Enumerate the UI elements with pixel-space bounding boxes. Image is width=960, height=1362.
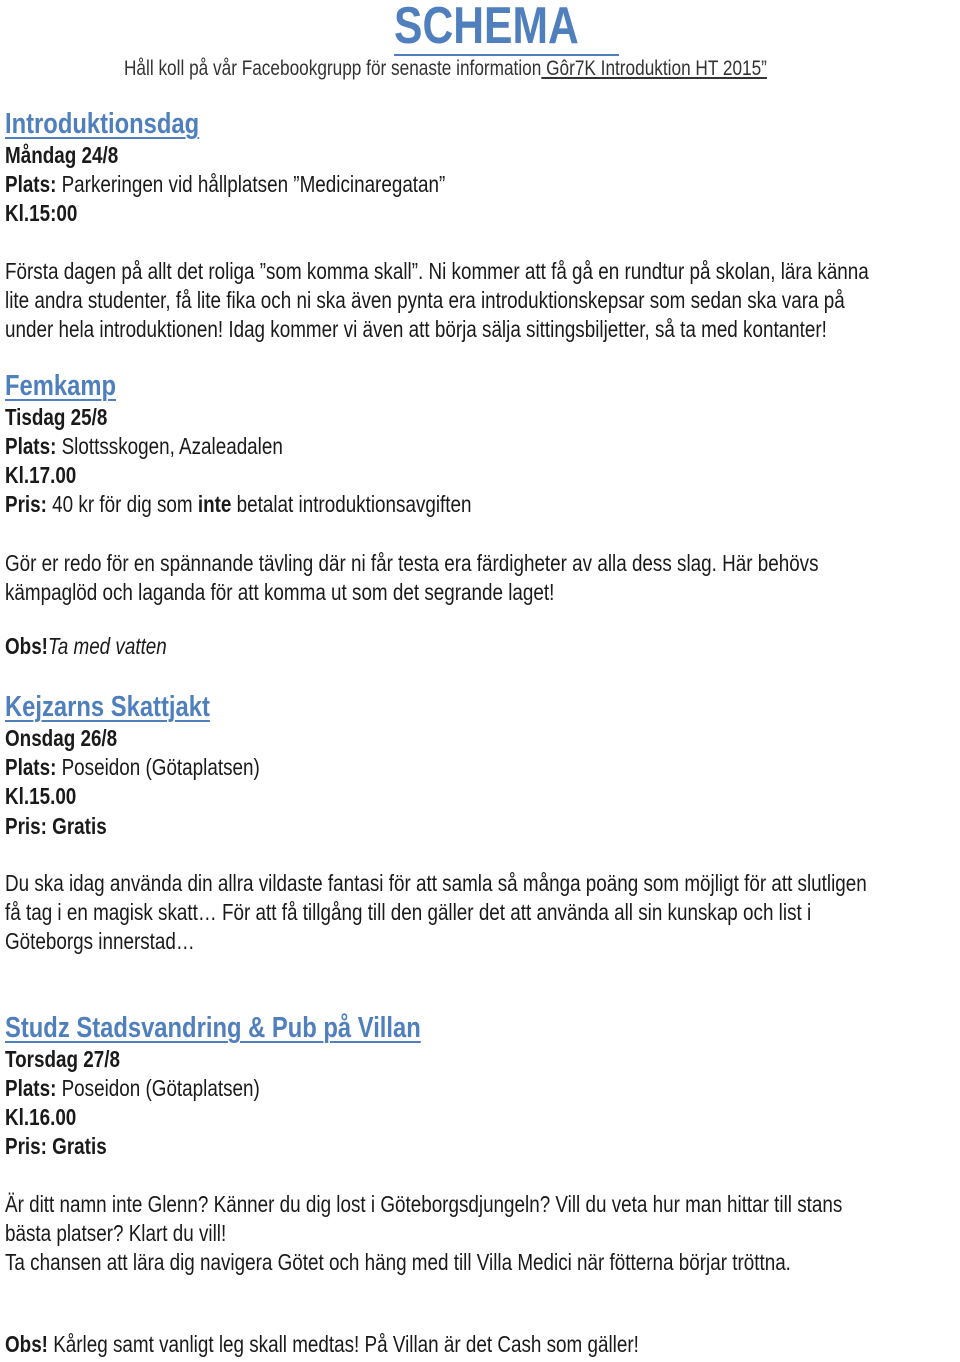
event-description-line: Gör er redo för en spännande tävling där ni får testa era färdigheter av alla dess slag. Här behövs — [5, 550, 819, 576]
event-time: Kl.15:00 — [5, 200, 78, 226]
event-note: Obs!Ta med vatten — [5, 633, 167, 659]
event-place: Plats: Parkeringen vid hållplatsen ”Medicinaregatan” — [5, 171, 446, 197]
event-heading-stadsvandring: Studz Stadsvandring & Pub på Villan — [5, 1012, 421, 1044]
event-description-line: få tag i en magisk skatt… För att få tillgång till den gäller det att använda all sin kunskap och list i — [5, 899, 812, 925]
event-note: Obs! Kårleg samt vanligt leg skall medtas! På Villan är det Cash som gäller! — [5, 1331, 639, 1357]
event-description-line: Du ska idag använda din allra vildaste fantasi för att samla så många poäng som möjligt för att slutligen — [5, 870, 867, 896]
event-heading-introduktionsdag: Introduktionsdag — [5, 108, 200, 140]
event-time: Kl.15.00 — [5, 783, 77, 809]
event-time: Kl.16.00 — [5, 1104, 77, 1130]
event-description-line: Göteborgs innerstad… — [5, 928, 195, 954]
event-price: Pris: 40 kr för dig som inte betalat introduktionsavgiften — [5, 491, 472, 517]
event-description-line: bästa platser? Klart du vill! — [5, 1220, 227, 1246]
event-date: Onsdag 26/8 — [5, 725, 118, 751]
event-description-line: lite andra studenter, få lite fika och ni ska även pynta era introduktionskepsar som sedan ska vara på — [5, 287, 845, 313]
page-title: SCHEMA — [394, 0, 619, 56]
event-description-line: Ta chansen att lära dig navigera Götet och häng med till Villa Medici när fötterna börjar tröttna. — [5, 1249, 791, 1275]
event-description-line: under hela introduktionen! Idag kommer vi även att börja sälja sittingsbiljetter, så ta med kontanter! — [5, 316, 827, 342]
event-description-line: kämpaglöd och laganda för att komma ut som det segrande laget! — [5, 579, 555, 605]
event-date: Torsdag 27/8 — [5, 1046, 120, 1072]
event-time: Kl.17.00 — [5, 462, 77, 488]
event-place: Plats: Poseidon (Götaplatsen) — [5, 1075, 260, 1101]
facebook-info-text: Håll koll på vår Facebookgrupp för senaste information — [124, 57, 542, 80]
event-description-line: Är ditt namn inte Glenn? Känner du dig lost i Göteborgsdjungeln? Vill du veta hur man hittar till stans — [5, 1191, 843, 1217]
event-place: Plats: Poseidon (Götaplatsen) — [5, 754, 260, 780]
event-date: Tisdag 25/8 — [5, 404, 108, 430]
facebook-group-link[interactable]: Gôr7K Introduktion HT 2015” — [541, 57, 767, 80]
event-price: Pris: Gratis — [5, 1133, 107, 1159]
event-heading-skattjakt: Kejzarns Skattjakt — [5, 691, 210, 723]
facebook-info — [124, 56, 908, 82]
event-date: Måndag 24/8 — [5, 142, 119, 168]
event-price: Pris: Gratis — [5, 813, 107, 839]
event-heading-femkamp: Femkamp — [5, 370, 117, 402]
event-description-line: Första dagen på allt det roliga ”som komma skall”. Ni kommer att få gå en rundtur på skolan, lära känna — [5, 258, 869, 284]
event-place: Plats: Slottsskogen, Azaleadalen — [5, 433, 283, 459]
